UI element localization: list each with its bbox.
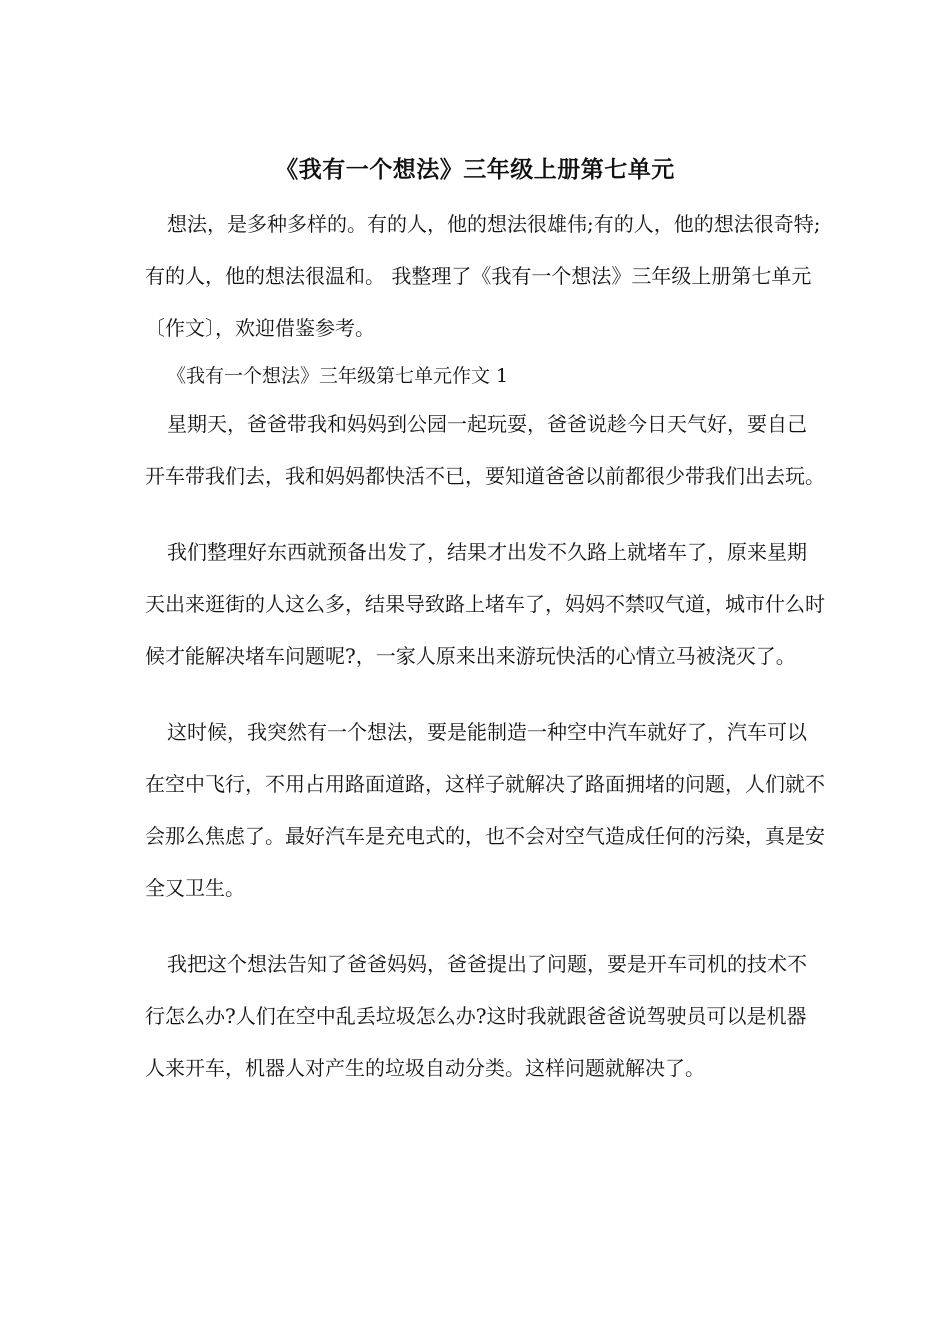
essay-paragraph-3: 这时候，我突然有一个想法，要是能制造一种空中汽车就好了，汽车可以在空中飞行，不用占用路面道路，这样子就解决了路面拥堵的问题，人们就不会那么焦虑了。最好汽车是充电式的，也不会对空气造成任何的污染，真是安全又卫生。 bbox=[145, 720, 825, 900]
essay-paragraph-4: 我把这个想法告知了爸爸妈妈，爸爸提出了问题，要是开车司机的技术不行怎么办?人们在空中乱丢垃圾怎么办?这时我就跟爸爸说驾驶员可以是机器人来开车，机器人对产生的垃圾自动分类。这样问题就解决了。 bbox=[145, 952, 807, 1080]
document-body bbox=[145, 198, 825, 1094]
document-title: 《我有一个想法》三年级上册第七单元 bbox=[275, 157, 675, 183]
essay-paragraph-1: 星期天，爸爸带我和妈妈到公园一起玩耍，爸爸说趁今日天气好，要自己开车带我们去，我和妈妈都快活不已，要知道爸爸以前都很少带我们出去玩。 bbox=[145, 412, 825, 488]
essay-title: 《我有一个想法》三年级第七单元作文 1 bbox=[167, 365, 509, 387]
essay-paragraph-2: 我们整理好东西就预备出发了，结果才出发不久路上就堵车了，原来星期天出来逛街的人这么多，结果导致路上堵车了，妈妈不禁叹气道，城市什么时候才能解决堵车问题呢?，一家人原来出来游玩快活的心情立马被浇灭了。 bbox=[145, 540, 825, 668]
intro-paragraph: 想法，是多种多样的。有的人，他的想法很雄伟;有的人，他的想法很奇特;有的人，他的想法很温和。 我整理了《我有一个想法》三年级上册第七单元〔作文〕，欢迎借鉴参考。 bbox=[145, 212, 821, 340]
